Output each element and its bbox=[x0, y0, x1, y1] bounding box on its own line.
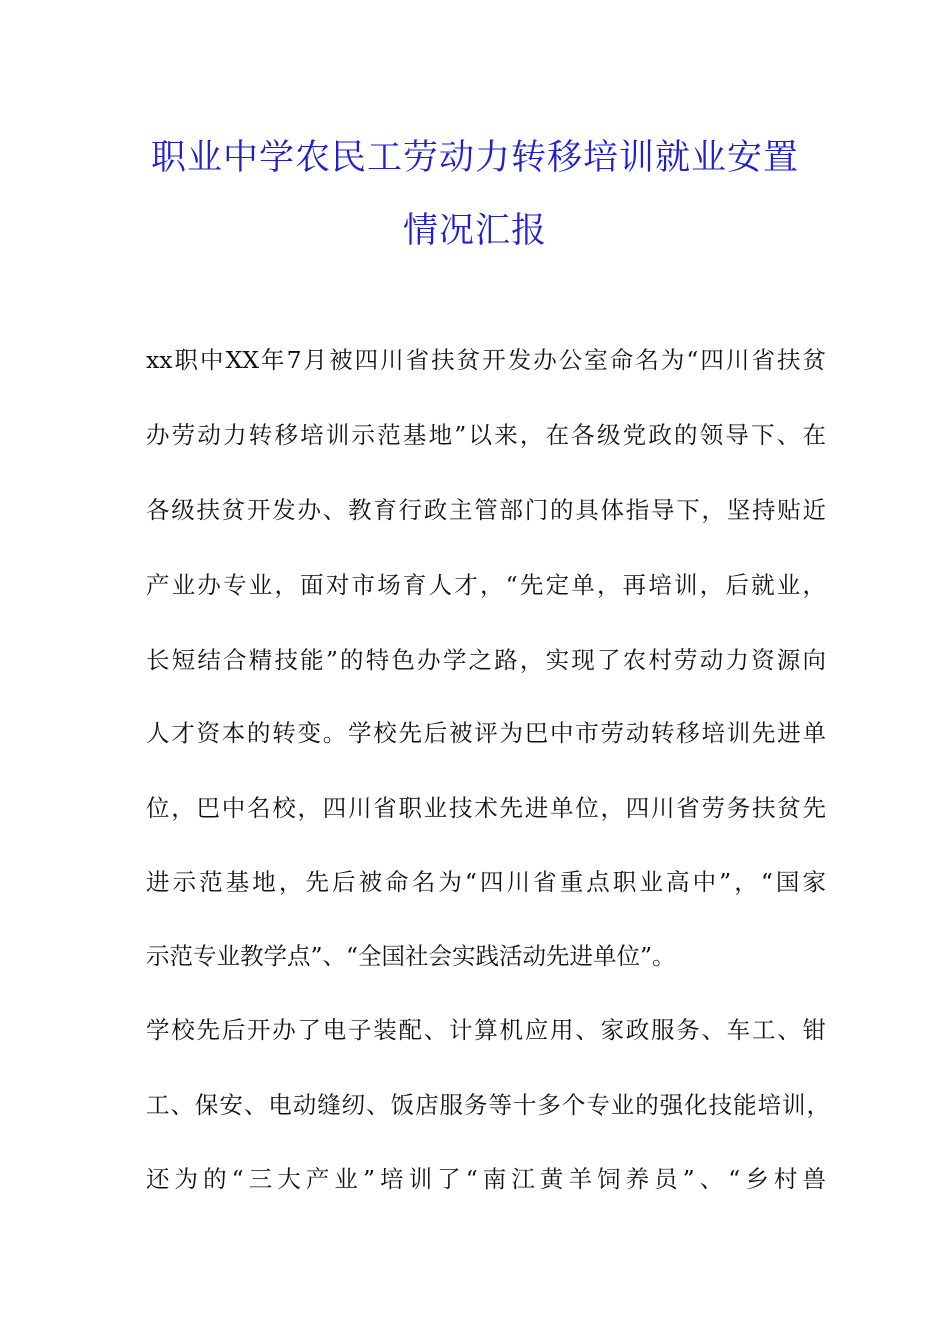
body-text-line: 产业办专业，面对市场育人才，“先定单，再培训，后就业， bbox=[146, 571, 826, 599]
body-text-line: xx职中XX年7月被四川省扶贫开发办公室命名为“四川省扶贫 bbox=[146, 346, 826, 374]
body-text-line: 办劳动力转移培训示范基地”以来，在各级党政的领导下、在 bbox=[146, 421, 826, 449]
body-text-line: 进示范基地，先后被命名为“四川省重点职业高中”，“国家 bbox=[146, 868, 826, 896]
body-text-line: 工、保安、电动缝纫、饭店服务等十多个专业的强化技能培训， bbox=[146, 1091, 830, 1119]
body-text-line: 还为的“三大产业”培训了“南江黄羊饲养员”、“乡村兽 bbox=[146, 1165, 826, 1193]
body-text-line: 各级扶贫开发办、教育行政主管部门的具体指导下，坚持贴近 bbox=[146, 496, 826, 524]
document-title-line-1: 职业中学农民工劳动力转移培训就业安置 bbox=[150, 138, 799, 178]
body-text-line: 长短结合精技能”的特色办学之路，实现了农村劳动力资源向 bbox=[146, 646, 826, 674]
body-text-line: 人才资本的转变。学校先后被评为巴中市劳动转移培训先进单 bbox=[146, 719, 826, 747]
body-text-line: 示范专业教学点”、“全国社会实践活动先进单位”。 bbox=[146, 942, 676, 970]
body-text-line: 位，巴中名校，四川省职业技术先进单位，四川省劳务扶贫先 bbox=[146, 794, 826, 822]
document-title-line-2: 情况汇报 bbox=[402, 211, 547, 251]
body-text-line: 学校先后开办了电子装配、计算机应用、家政服务、车工、钳 bbox=[146, 1016, 826, 1044]
